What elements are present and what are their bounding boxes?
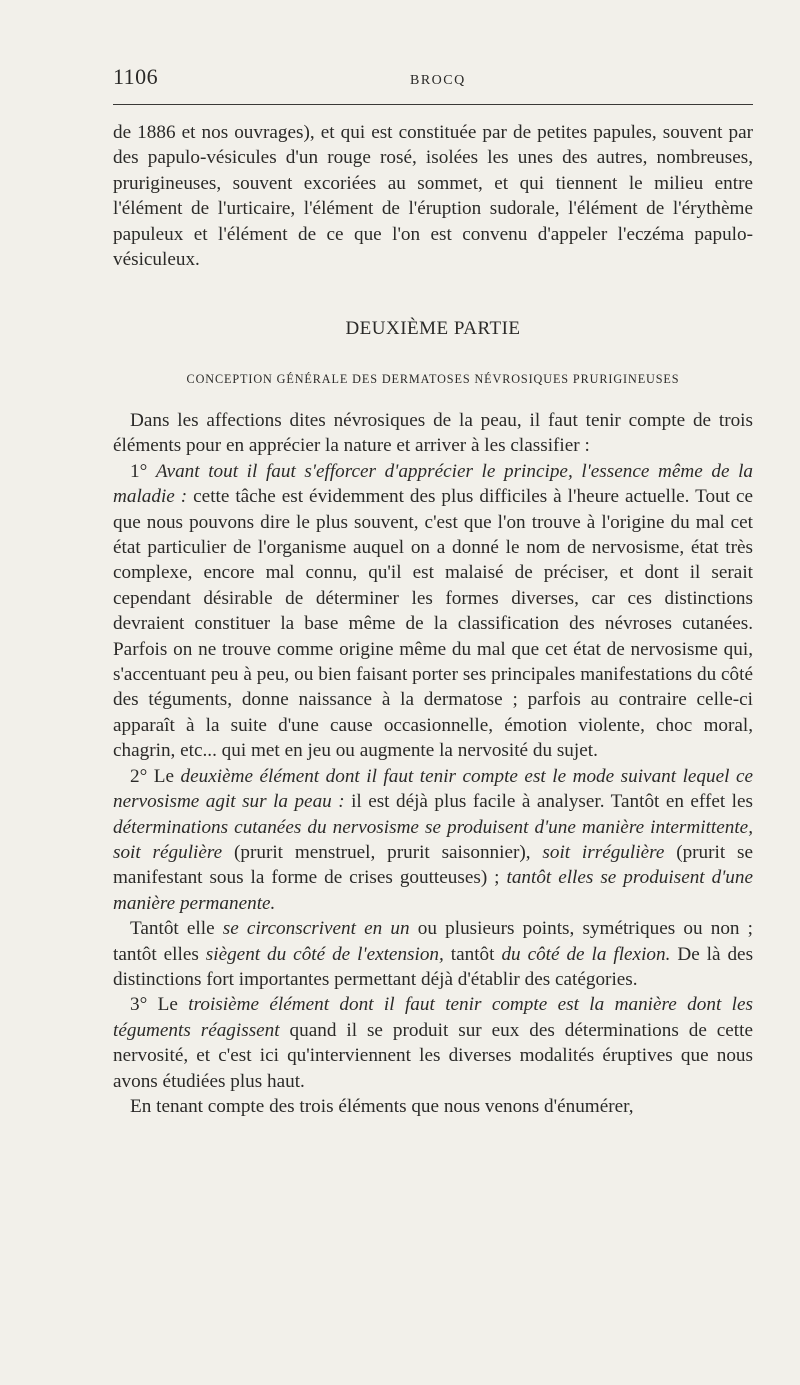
section-subtitle: CONCEPTION GÉNÉRALE DES DERMATOSES NÉVROSIQUES PRURIGINEUSES <box>186 372 680 386</box>
paragraph-4 <box>113 916 753 992</box>
p6-text: En tenant compte des trois éléments que nous venons d'énumérer, <box>130 1095 634 1117</box>
paragraph-5 <box>113 992 753 1094</box>
section-title: DEUXIÈME PARTIE <box>345 318 521 339</box>
p4-b: ou plusieurs points, symétriques ou non ; tantôt elles <box>113 918 754 965</box>
p4-d: De là des distinctions fort importantes permettant déjà d'établir des catégories. <box>113 943 754 990</box>
intro-paragraph: de 1886 et nos ouvrages), et qui est constituée par de petites papules, souvent par des papulo-vésicules d'un rouge rosé, isolées les unes des autres, nombreuses, prurigineuses, souvent excoriées au sommet, et qui tiennent le milieu entre l'élément de l'urticaire, l'élément de l'éruption sudorale, l'élément de l'érythème papuleux et l'élément de ce que l'on est convenu d'appeler l'eczéma papulo-vésiculeux. <box>113 122 753 271</box>
p3-mid: il est déjà plus facile à analyser. Tantôt en effet les <box>351 791 753 813</box>
intro-text <box>113 120 753 272</box>
p3-mid3: (prurit se manifestant sous la forme de crises goutteuses) ; <box>113 841 754 889</box>
p3-num: 2° Le <box>130 765 175 787</box>
p1-text: Dans les affections dites névrosiques de la peau, il faut tenir compte de trois éléments pour en apprécier la nature et arriver à les classifier : <box>113 410 753 457</box>
p4-c: tantôt <box>450 943 495 965</box>
p4-a: Tantôt elle <box>130 918 215 940</box>
p2-num: 1° <box>130 460 148 482</box>
p3-italic2: déterminations cutanées du nervosisme se produisent d'une manière intermittente, soit régulière <box>113 816 753 863</box>
paragraph-3 <box>113 764 753 916</box>
paragraph-2 <box>113 459 753 764</box>
p4-italic2: siègent du côté de l'extension, <box>205 943 444 965</box>
p3-italic4: tantôt elles se produisent d'une manière permanente. <box>113 867 753 914</box>
header-rule <box>113 104 753 105</box>
main-text <box>113 408 753 1119</box>
p5-italic: troisième élément dont il faut tenir compte est la manière dont les téguments réagissent <box>113 994 753 1041</box>
p3-italic: deuxième élément dont il faut tenir compte est le mode suivant lequel ce nervosisme agit sur la peau : <box>113 765 754 813</box>
p4-italic: se circonscrivent en un <box>222 918 410 940</box>
p5-num: 3° Le <box>130 994 178 1016</box>
p5-rest: quand il se produit sur eux des déterminations de cette nervosité, et c'est ici qu'interviennent les diverses modalités éruptives que nous avons étudiées plus haut. <box>113 1019 753 1092</box>
paragraph-1 <box>113 408 753 459</box>
running-head <box>113 62 753 92</box>
p2-italic: Avant tout il faut s'efforcer d'apprécier le principe, l'essence même de la maladie : <box>113 460 754 508</box>
p2-rest: cette tâche est évidemment des plus difficiles à l'heure actuelle. Tout ce que nous pouvons dire le plus souvent, c'est que l'on trouve à l'origine du mal cet état particulier de l'organisme auquel on a donné le nom de nervosisme, état très complexe, encore mal connu, qu'il est malaisé de préciser, et dont il serait cependant désirable de déterminer les formes diverses, car ces distinctions devraient constituer la base même de la classification des névroses cutanées. Parfois on ne trouve comme origine même du mal que cet état de nervosisme qui, s'accentuant peu à peu, ou bien faisant porter ses principales manifestations du côté des téguments, donne naissance à la dermatose ; parfois au contraire celle-ci apparaît à la suite d'une cause occasionnelle, émotion violente, choc moral, chagrin, etc... qui met en jeu ou augmente la nervosité du sujet. <box>113 486 753 762</box>
page-number: 1106 <box>113 64 159 89</box>
running-title: BROCQ <box>410 73 466 88</box>
p3-italic3: soit irrégulière <box>542 841 665 863</box>
p4-italic3: du côté de la flexion. <box>501 943 671 965</box>
paragraph-6 <box>113 1094 753 1119</box>
p3-mid2: (prurit menstruel, prurit saisonnier), <box>234 841 531 863</box>
